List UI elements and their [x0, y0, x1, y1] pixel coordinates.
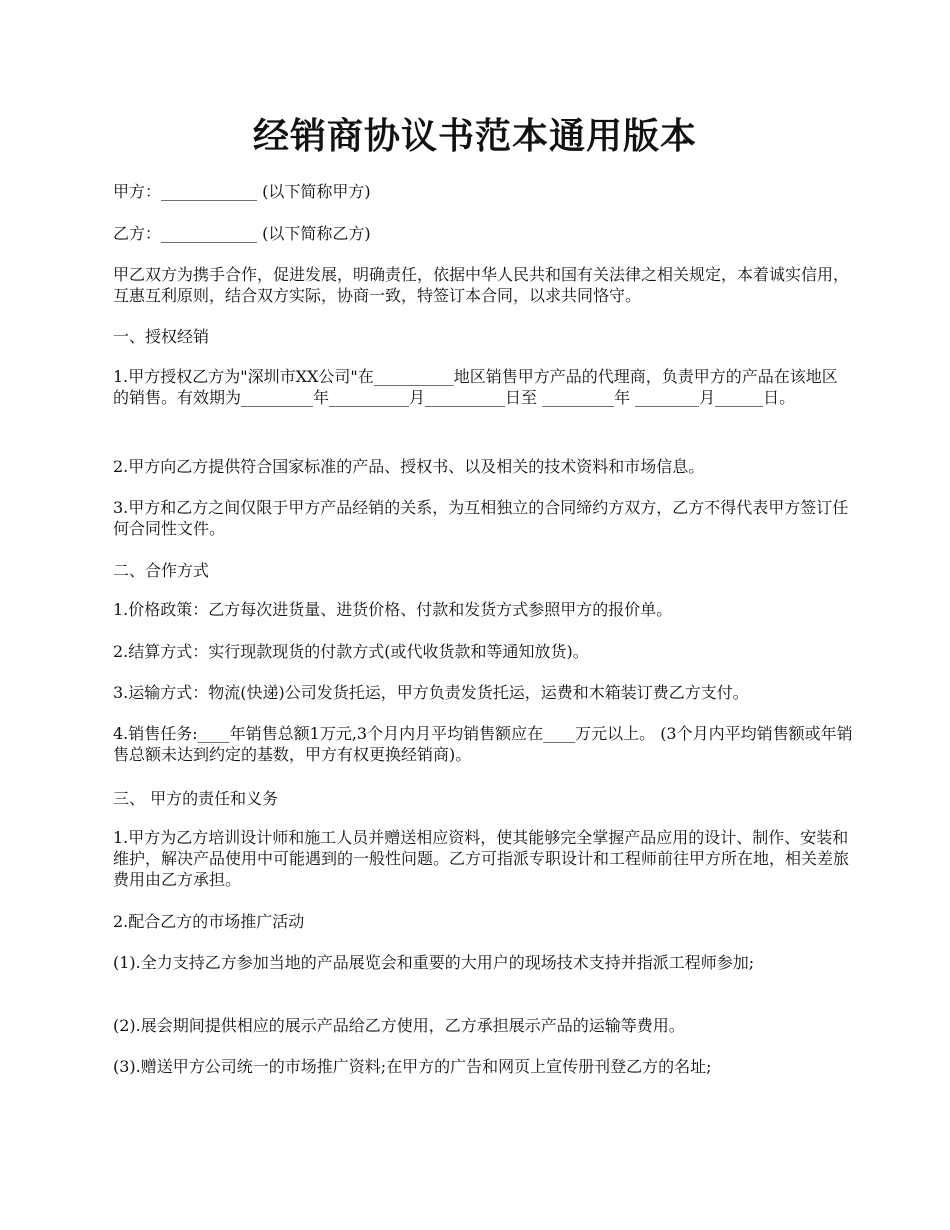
section-1-item-2: 2.甲方向乙方提供符合国家标准的产品、授权书、以及相关的技术资料和市场信息。 — [113, 457, 705, 476]
section-2-item-3: 3.运输方式：物流(快递)公司发货托运，甲方负责发货托运，运费和木箱装订费乙方支付。 — [113, 683, 749, 702]
section-3-item-2: 2.配合乙方的市场推广活动 — [113, 912, 305, 931]
section-2-item-4: 4.销售任务:____年销售总额1万元,3个月内月平均销售额应在____万元以上。 (3个月内平均销售额或年销售总额未达到约定的基数，甲方有权更换经销商)。 — [113, 724, 853, 764]
section-2-item-2: 2.结算方式：实行现款现货的付款方式(或代收货款和等通知放货)。 — [113, 642, 589, 661]
section-2-heading: 二、合作方式 — [113, 561, 210, 580]
party-b-line: 乙方：____________ (以下简称乙方) — [113, 224, 371, 243]
party-a-line: 甲方：____________ (以下简称甲方) — [113, 182, 371, 201]
section-1-item-3: 3.甲方和乙方之间仅限于甲方产品经销的关系，为互相独立的合同缔约方双方，乙方不得代表甲方签订任何合同性文件。 — [113, 498, 849, 538]
intro-paragraph: 甲乙双方为携手合作，促进发展，明确责任，依据中华人民共和国有关法律之相关规定，本着诚实信用，互惠互利原则，结合双方实际，协商一致，特签订本合同，以求共同恪守。 — [113, 265, 850, 305]
section-3-sub-2: (2).展会期间提供相应的展示产品给乙方使用，乙方承担展示产品的运输等费用。 — [113, 1016, 685, 1035]
section-3-item-1: 1.甲方为乙方培训设计师和施工人员并赠送相应资料，使其能够完全掌握产品应用的设计、制作、安装和维护，解决产品使用中可能遇到的一般性问题。乙方可指派专职设计和工程师前往甲方所在地，相关差旅费用由乙方承担。 — [113, 828, 850, 889]
section-1-item-1: 1.甲方授权乙方为"深圳市XX公司"在__________地区销售甲方产品的代理商，负责甲方的产品在该地区的销售。有效期为_________年__________月__________日至 _________年 ________月______日。 — [113, 367, 838, 407]
section-1-heading: 一、授权经销 — [113, 327, 210, 346]
section-2-item-1: 1.价格政策：乙方每次进货量、进货价格、付款和发货方式参照甲方的报价单。 — [113, 600, 673, 619]
section-3-sub-3: (3).赠送甲方公司统一的市场推广资料;在甲方的广告和网页上宣传册刊登乙方的名址; — [113, 1057, 712, 1076]
section-3-heading: 三、 甲方的责任和义务 — [113, 789, 279, 808]
document-title: 经销商协议书范本通用版本 — [252, 115, 697, 157]
section-3-sub-1: (1).全力支持乙方参加当地的产品展览会和重要的大用户的现场技术支持并指派工程师参加; — [113, 953, 755, 972]
